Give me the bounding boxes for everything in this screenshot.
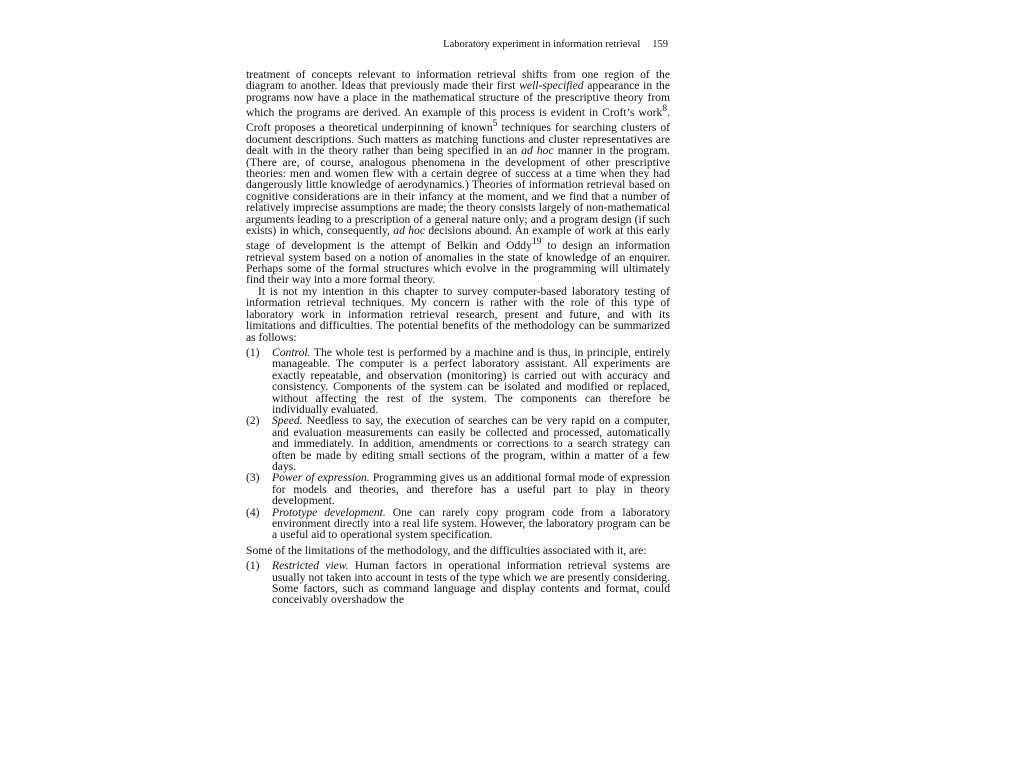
paragraph: Some of the limitations of the methodology, and the difficulties associated with it, are:	[246, 543, 647, 557]
list-item	[246, 472, 670, 506]
item-number: (1)	[246, 559, 260, 573]
item-text: One can rarely copy program code from a laboratory environment directly into a real life system. However, the laboratory program can be a useful aid to operational system specification.	[272, 505, 670, 542]
item-number: (1)	[246, 345, 260, 359]
text-run: decisions abound. An example of work at this early stage of development is the attempt of Belkin and Oddy	[246, 224, 671, 253]
body-text	[246, 69, 670, 606]
item-text: Human factors in operational information retrieval systems are usually not taken into account in tests of the type which we are presently considering. Some factors, such as command language and display contents and format, could conceivably overshadow the	[272, 559, 671, 607]
text-run: manner in the program. (There are, of course, analogous phenomena in the development of other prescriptive theories: men and women flew with a certain degree of success at a time when they had dangerously little knowledge of aerodynamics.) Theories of information retrieval based on cognitive considerations are in their infancy at the moment, and we find that a number of relatively imprecise assumptions are made; the theory consists largely of non-mathematical arguments leading to a prescription of a general nature only; and a program design (if such exists) in which, consequently,	[246, 144, 671, 237]
book-page	[246, 38, 670, 606]
list-item	[246, 507, 670, 541]
paragraph-continuation	[246, 69, 670, 286]
item-text: Needless to say, the execution of searches can be very rapid on a computer, and evaluation measurements can easily be collected and processed, automatically and immediately. In addition, amendments or corrections to a search strategy can often be made by editing small sections of the program, within a matter of a few days.	[272, 414, 670, 473]
item-heading: Restricted view.	[272, 559, 349, 573]
italic-phrase: well-specified	[519, 79, 584, 93]
paragraph: It is not my intention in this chapter to survey computer-based laboratory testing of information retrieval techniques. My concern is rather with the role of this type of laboratory work in information retrieval research, present and future, and with its limitations and difficulties. The potential benefits of the methodology can be summarized as follows:	[246, 284, 670, 344]
item-text: Programming gives us an additional formal mode of expression for models and theories, and therefore has a useful part to play in theory development.	[272, 471, 670, 508]
italic-phrase: ad hoc	[521, 144, 554, 158]
text-run: to design an information retrieval system based on a notion of anomalies in the state of knowledge of an enquirer. Perhaps some of the formal structures which evolve in the programming will ultimately find their way into a more formal theory.	[246, 239, 670, 287]
item-number: (2)	[246, 414, 260, 428]
text-run: techniques for searching clusters of document descriptions. Such matters as matching functions and cluster representatives are dealt with in the theory rather than being specified in an	[246, 121, 670, 158]
item-text: The whole test is performed by a machine and is thus, in principle, entirely manageable. The computer is a perfect laboratory assistant. All experiments are exactly repeatable, and observation (monitoring) is carried out with accuracy and consistency. Components of the system can be isolated and modified or replaced, without affecting the rest of the system. The components can therefore be individually evaluated.	[272, 345, 670, 416]
benefits-list	[246, 347, 670, 541]
italic-phrase: ad hoc	[393, 224, 425, 237]
list-item	[246, 347, 670, 415]
text-run: appearance in the programs now have a place in the mathematical structure of the prescriptive theory from which the programs are derived. An example of this process is evident in Croft’s work	[246, 79, 670, 120]
reference-marker: 5	[492, 118, 498, 130]
reference-marker: 19	[531, 236, 542, 248]
item-heading: Prototype development.	[272, 505, 386, 519]
item-heading: Speed.	[272, 414, 303, 428]
limitations-list	[246, 560, 670, 606]
page-number: 159	[652, 39, 668, 50]
text-run: treatment of concepts relevant to information retrieval shifts from one region of the diagram to another. Ideas that previously made their first	[246, 68, 670, 93]
reference-marker: 8	[662, 103, 668, 115]
item-number: (4)	[246, 505, 260, 519]
text-run: . Croft proposes a theoretical underpinning of known	[246, 106, 670, 135]
list-item	[246, 560, 670, 606]
item-number: (3)	[246, 471, 260, 485]
list-item	[246, 415, 670, 472]
item-heading: Control.	[272, 345, 311, 359]
running-head	[246, 38, 670, 52]
running-head-title: Laboratory experiment in information retrieval	[443, 39, 641, 50]
item-heading: Power of expression.	[272, 471, 370, 485]
